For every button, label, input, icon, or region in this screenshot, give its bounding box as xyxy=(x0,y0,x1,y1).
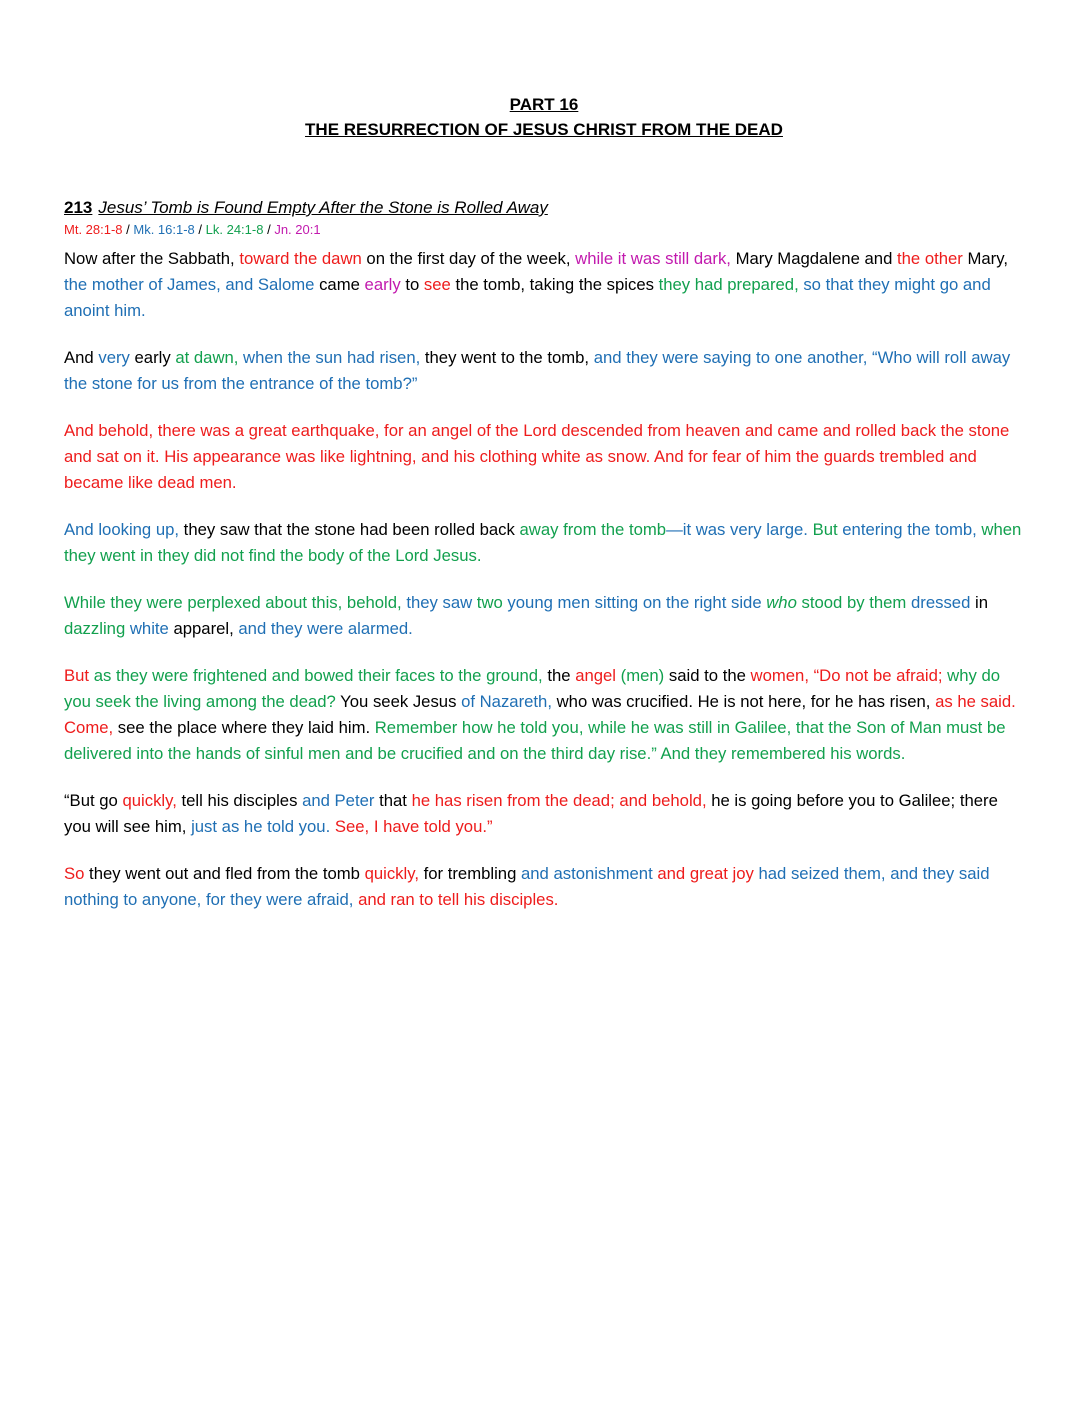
passage-text xyxy=(64,246,1024,913)
text-segment: see the place where they laid him. xyxy=(113,718,375,737)
text-segment: they went out and fled from the tomb xyxy=(84,864,365,883)
text-segment: when the sun had risen, xyxy=(238,348,421,367)
text-segment: and they were alarmed. xyxy=(238,619,413,638)
text-segment: white xyxy=(125,619,169,638)
gospel-reference: Jn. 20:1 xyxy=(274,222,321,237)
text-segment: and ran to tell his disciples. xyxy=(353,890,559,909)
text-segment: for trembling xyxy=(418,864,521,883)
text-segment: when they went in they did not find the body of the Lord Jesus. xyxy=(64,520,1022,565)
part-number: PART 16 xyxy=(509,95,579,114)
reference-separator: / xyxy=(263,222,275,237)
passage-paragraph xyxy=(64,788,1024,840)
text-segment: the other xyxy=(896,249,963,268)
text-segment: that xyxy=(374,791,412,810)
passage-paragraph xyxy=(64,861,1024,913)
text-segment: So xyxy=(64,864,85,883)
text-segment: of Nazareth, xyxy=(461,692,552,711)
text-segment: see xyxy=(423,275,451,294)
text-segment: on the first day of the week, xyxy=(361,249,576,268)
document-body xyxy=(64,196,1024,934)
passage-paragraph xyxy=(64,418,1024,496)
text-segment: they had prepared, xyxy=(658,275,799,294)
text-segment: in xyxy=(970,593,988,612)
text-segment: You seek Jesus xyxy=(335,692,462,711)
text-segment: quickly, xyxy=(122,791,177,810)
text-segment: just as he told you. xyxy=(191,817,331,836)
text-segment: he is going before you to Galilee; there you will see him, xyxy=(64,791,998,836)
gospel-reference: Lk. 24:1-8 xyxy=(205,222,264,237)
text-segment: so that they might go and anoint him. xyxy=(64,275,991,320)
text-segment: early xyxy=(129,348,176,367)
text-segment: why do you seek the living among the dead? xyxy=(64,666,1001,711)
text-segment: apparel, xyxy=(168,619,239,638)
text-segment: Remember how he told you, while he was still in Galilee, that the Son of Man must be delivered into the hands of sinful men and be crucified and on the third day rise.” And they remembered his words. xyxy=(64,718,1006,763)
text-segment: and they were saying to one another, “Who will roll away the stone for us from the entrance of the tomb?” xyxy=(64,348,1011,393)
section-heading xyxy=(64,196,1024,220)
passage-paragraph xyxy=(64,345,1024,397)
text-segment: And behold, there was a great earthquake, for an angel of the Lord descended from heaven and came and rolled back the stone and sat on it. His appearance was like lightning, and his clothing white as snow. And for fear of him the guards trembled and became like dead men. xyxy=(64,421,1010,492)
text-segment: away from the tomb xyxy=(519,520,667,539)
text-segment: the xyxy=(542,666,576,685)
text-segment: said to the xyxy=(664,666,751,685)
text-segment: toward the dawn xyxy=(239,249,362,268)
text-segment: the mother of James, and Salome xyxy=(64,275,315,294)
text-segment: they went to the tomb, xyxy=(420,348,594,367)
text-segment: they saw xyxy=(406,593,473,612)
text-segment: And xyxy=(64,348,99,367)
section-number: 213 xyxy=(64,198,93,217)
text-segment: as he said. Come, xyxy=(64,692,1016,737)
text-segment: early xyxy=(364,275,401,294)
text-segment: who was crucified. He is not here, for he has risen, xyxy=(551,692,936,711)
text-segment: But xyxy=(64,666,90,685)
text-segment: while it was still dark, xyxy=(575,249,731,268)
text-segment: women, “Do not be afraid; xyxy=(750,666,943,685)
text-segment: tell his disciples xyxy=(176,791,303,810)
text-segment: very xyxy=(98,348,130,367)
passage-paragraph xyxy=(64,663,1024,767)
text-segment: But xyxy=(807,520,838,539)
text-segment: entering the tomb, xyxy=(837,520,977,539)
text-segment: angel xyxy=(575,666,617,685)
gospel-reference: Mk. 16:1-8 xyxy=(133,222,195,237)
text-segment: Mary Magdalene and xyxy=(730,249,897,268)
text-segment: dressed xyxy=(906,593,971,612)
text-segment: See, I have told you.” xyxy=(330,817,493,836)
text-segment: had seized them, and they said nothing to anyone, for they were afraid, xyxy=(64,864,990,909)
section-title: Jesus’ Tomb is Found Empty After the Stone is Rolled Away xyxy=(98,198,548,217)
passage-paragraph xyxy=(64,246,1024,324)
text-segment: And looking up, xyxy=(64,520,180,539)
text-segment: Mary, xyxy=(962,249,1008,268)
text-segment: he has risen from the dead; and behold, xyxy=(411,791,707,810)
text-segment: (men) xyxy=(616,666,665,685)
text-segment: and Peter xyxy=(302,791,375,810)
text-segment: who xyxy=(766,593,797,612)
text-segment: the tomb, taking the spices xyxy=(450,275,659,294)
text-segment: two xyxy=(472,593,508,612)
text-segment: “But go xyxy=(64,791,123,810)
scripture-references xyxy=(64,220,1024,240)
text-segment: —it was very large. xyxy=(666,520,808,539)
passage-paragraph xyxy=(64,517,1024,569)
text-segment: to xyxy=(400,275,424,294)
text-segment: quickly, xyxy=(364,864,419,883)
text-segment: dazzling xyxy=(64,619,126,638)
text-segment: came xyxy=(314,275,365,294)
reference-separator: / xyxy=(122,222,134,237)
text-segment: Now after the Sabbath, xyxy=(64,249,240,268)
gospel-reference: Mt. 28:1-8 xyxy=(64,222,123,237)
part-header xyxy=(0,92,1088,142)
text-segment: While they were perplexed about this, behold, xyxy=(64,593,407,612)
text-segment: young men sitting on the right side xyxy=(507,593,762,612)
part-title: THE RESURRECTION OF JESUS CHRIST FROM THE DEAD xyxy=(305,120,783,139)
text-segment: at dawn, xyxy=(175,348,239,367)
text-segment: as they were frightened and bowed their faces to the ground, xyxy=(89,666,543,685)
passage-paragraph xyxy=(64,590,1024,642)
text-segment: and astonishment xyxy=(520,864,653,883)
text-segment: and great joy xyxy=(652,864,754,883)
text-segment: stood by them xyxy=(796,593,907,612)
reference-separator: / xyxy=(194,222,206,237)
text-segment: they saw that the stone had been rolled back xyxy=(179,520,520,539)
